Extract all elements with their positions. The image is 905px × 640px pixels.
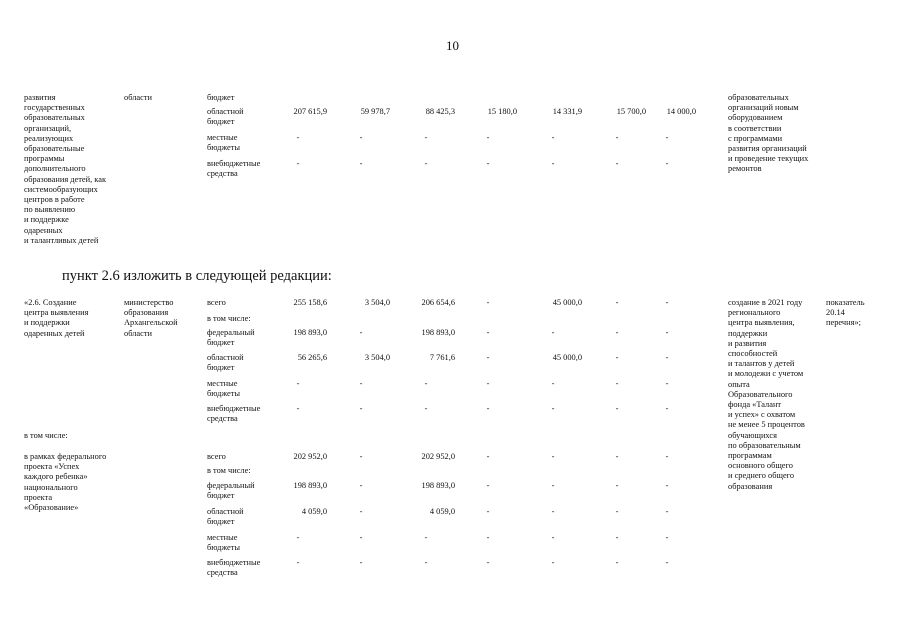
funding-value: - (551, 481, 555, 490)
funding-value: - (665, 481, 669, 490)
page-number: 10 (446, 38, 459, 53)
funding-value: 3 504,0 (364, 353, 390, 362)
top-result: образовательных организаций новым оборудованием в соответствии с программами развития организаций и проведение текущих ремонтов (728, 93, 809, 174)
funding-value: - (615, 404, 619, 413)
funding-value: - (359, 159, 363, 168)
funding-value: - (424, 159, 428, 168)
funding-value: - (486, 133, 490, 142)
funding-value: - (551, 558, 555, 567)
funding-value: - (665, 558, 669, 567)
funding-value: - (665, 404, 669, 413)
funding-source: областной бюджет (207, 353, 244, 373)
block1-result: создание в 2021 году регионального центра выявления, поддержки и развития способностей и талантов у детей и молодежи с учетом опыта Образовательного фонда «Талант и успех» с охватом не менее 5 процентов обучающихся по образовательным программам основного общего и среднего общего образования (728, 298, 805, 491)
funding-value: - (551, 379, 555, 388)
funding-value: - (551, 159, 555, 168)
funding-value: - (551, 404, 555, 413)
funding-value: 198 893,0 (421, 328, 455, 337)
funding-value: - (486, 533, 490, 542)
funding-value: - (665, 159, 669, 168)
funding-value: - (486, 507, 490, 516)
funding-value: 14 331,9 (552, 107, 582, 116)
funding-value: - (665, 452, 669, 461)
funding-value: - (486, 452, 490, 461)
top-executor: области (124, 93, 152, 102)
funding-source: областной бюджет (207, 507, 244, 527)
funding-source: местные бюджеты (207, 379, 241, 399)
funding-value: - (615, 558, 619, 567)
funding-value: - (359, 379, 363, 388)
funding-value: - (296, 133, 300, 142)
funding-value: - (359, 133, 363, 142)
funding-value: - (551, 328, 555, 337)
funding-value: - (424, 133, 428, 142)
funding-value: - (359, 507, 363, 516)
funding-value: 59 978,7 (360, 107, 390, 116)
block1-measure-text: «2.6. Создание центра выявления и поддержки одаренных детей (24, 298, 89, 338)
funding-value: 45 000,0 (552, 298, 582, 307)
funding-value: 4 059,0 (429, 507, 455, 516)
funding-value: - (665, 353, 669, 362)
funding-value: 198 893,0 (293, 481, 327, 490)
funding-value: 198 893,0 (293, 328, 327, 337)
funding-value: 45 000,0 (552, 353, 582, 362)
funding-value: 88 425,3 (425, 107, 455, 116)
funding-value: - (486, 481, 490, 490)
funding-value: - (615, 159, 619, 168)
funding-value: 14 000,0 (666, 107, 696, 116)
funding-value: 202 952,0 (421, 452, 455, 461)
funding-value: - (296, 159, 300, 168)
funding-value: 15 700,0 (616, 107, 646, 116)
funding-value: - (665, 379, 669, 388)
funding-source: всего (207, 452, 226, 461)
funding-value: - (296, 379, 300, 388)
funding-source: местные бюджеты (207, 133, 241, 153)
funding-source: внебюджетные средства (207, 558, 261, 578)
funding-value: - (551, 533, 555, 542)
funding-value: 255 158,6 (293, 298, 327, 307)
funding-value: - (424, 379, 428, 388)
funding-value: - (296, 533, 300, 542)
funding-value: - (424, 533, 428, 542)
funding-source: бюджет (207, 93, 235, 102)
funding-source: внебюджетные средства (207, 159, 261, 179)
funding-value: - (486, 298, 490, 307)
funding-value: - (486, 353, 490, 362)
funding-source: федеральный бюджет (207, 481, 255, 501)
funding-source: всего (207, 298, 226, 307)
in-that-number-label: в том числе: (24, 431, 68, 440)
funding-value: - (665, 133, 669, 142)
funding-value: - (551, 133, 555, 142)
funding-value: 198 893,0 (421, 481, 455, 490)
funding-value: - (615, 481, 619, 490)
funding-value: 206 654,6 (421, 298, 455, 307)
funding-value: - (665, 298, 669, 307)
funding-value: - (296, 404, 300, 413)
funding-value: - (615, 379, 619, 388)
funding-value: - (665, 533, 669, 542)
funding-value: 7 761,6 (429, 353, 455, 362)
funding-value: - (359, 558, 363, 567)
funding-source: в том числе: (207, 466, 251, 475)
funding-source: внебюджетные средства (207, 404, 261, 424)
funding-value: 207 615,9 (293, 107, 327, 116)
block1-indicator: показатель 20.14 перечня»; (826, 298, 865, 328)
funding-value: - (486, 404, 490, 413)
funding-source: федеральный бюджет (207, 328, 255, 348)
funding-value: - (665, 507, 669, 516)
funding-source: местные бюджеты (207, 533, 241, 553)
funding-value: - (359, 452, 363, 461)
funding-value: - (665, 328, 669, 337)
funding-value: - (359, 533, 363, 542)
funding-value: - (359, 328, 363, 337)
funding-value: - (486, 379, 490, 388)
funding-value: - (615, 533, 619, 542)
top-measure-text: развития государственных образовательных организаций, реализующих образовательные программы дополнительного образования детей, как системообразующих центров в работе по выявлению и поддержке одаренных и талантливых детей (24, 93, 107, 245)
funding-value: - (615, 328, 619, 337)
funding-value: - (424, 558, 428, 567)
funding-value: - (615, 507, 619, 516)
funding-source: областной бюджет (207, 107, 244, 127)
funding-value: - (359, 481, 363, 490)
funding-value: - (486, 558, 490, 567)
funding-value: - (359, 404, 363, 413)
funding-value: - (486, 159, 490, 168)
block1-executor: министерство образования Архангельской области (124, 298, 178, 338)
funding-value: - (296, 558, 300, 567)
funding-value: - (551, 452, 555, 461)
funding-value: 202 952,0 (293, 452, 327, 461)
block2-measure-text: в рамках федерального проекта «Успех каждого ребенка» национального проекта «Образование» (24, 452, 107, 513)
funding-value: - (615, 133, 619, 142)
funding-value: 4 059,0 (301, 507, 327, 516)
funding-value: 15 180,0 (487, 107, 517, 116)
funding-source: в том числе: (207, 314, 251, 323)
funding-value: - (424, 404, 428, 413)
funding-value: - (615, 298, 619, 307)
funding-value: - (615, 452, 619, 461)
funding-value: 3 504,0 (364, 298, 390, 307)
funding-value: - (486, 328, 490, 337)
funding-value: 56 265,6 (297, 353, 327, 362)
amendment-heading: пункт 2.6 изложить в следующей редакции: (62, 268, 332, 284)
funding-value: - (615, 353, 619, 362)
funding-value: - (551, 507, 555, 516)
